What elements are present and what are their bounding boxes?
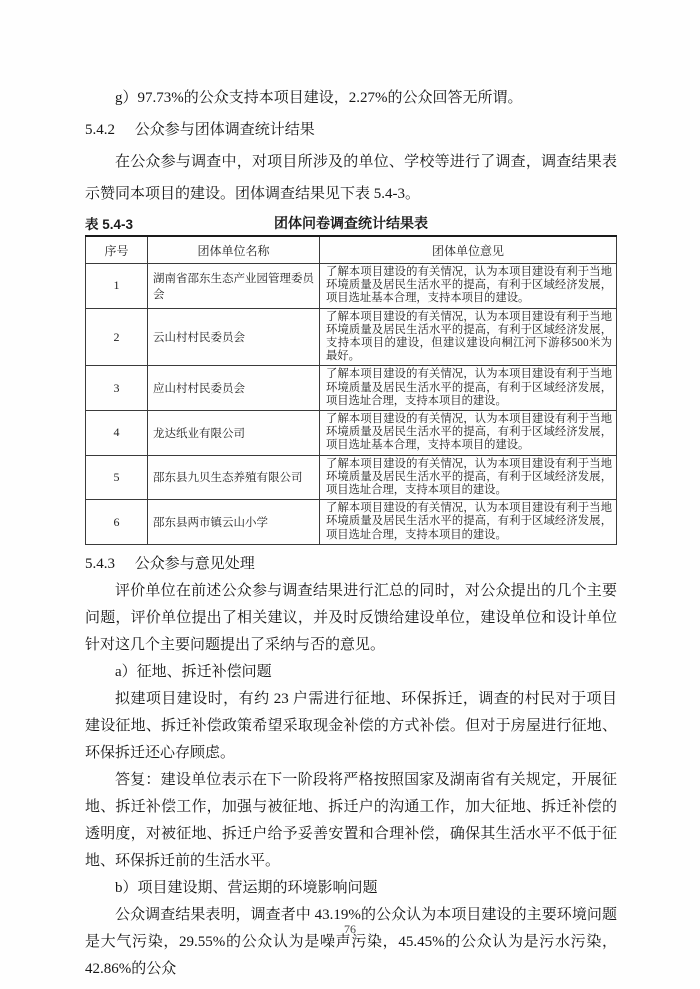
table-row <box>86 500 617 545</box>
row-name: 龙达纸业有限公司 <box>148 411 320 456</box>
heading-text: 公众参与团体调查统计结果 <box>134 122 315 138</box>
row-name: 邵东县两市镇云山小学 <box>148 500 320 545</box>
table-row <box>86 264 617 309</box>
table-row <box>86 366 617 411</box>
row-no: 3 <box>86 366 148 411</box>
row-opinion: 了解本项目建设的有关情况，认为本项目建设有利于当地环境质量及居民生活水平的提高，有利于区域经济发展，项目选址合理，支持本项目的建设。 <box>320 500 617 545</box>
paragraph-land-compensation: 拟建项目建设时，有约 23 户需进行征地、环保拆迁，调查的村民对于项目建设征地、拆迁补偿政策希望采取现金补偿的方式补偿。但对于房屋进行征地、环保拆迁还心存顾虑。 <box>85 690 617 761</box>
row-no: 5 <box>86 455 148 500</box>
paragraph-environment-impact: 公众调查结果表明，调查者中 43.19%的公众认为本项目建设的主要环境问题是大气污染，29.55%的公众认为是噪声污染，45.45%的公众认为是污水污染，42.86%的公众 <box>85 906 617 977</box>
table-label: 表 5.4-3 <box>85 217 134 232</box>
table-row <box>86 455 617 500</box>
column-header-name: 团体单位名称 <box>148 236 320 264</box>
row-opinion: 了解本项目建设的有关情况，认为本项目建设有利于当地环境质量及居民生活水平的提高，有利于区域经济发展，项目选址合理，支持本项目的建设。 <box>320 455 617 500</box>
heading-number: 5.4.3 <box>85 555 115 572</box>
heading-text: 公众参与意见处理 <box>134 555 255 572</box>
row-no: 2 <box>86 308 148 366</box>
row-no: 4 <box>86 411 148 456</box>
table-caption <box>85 213 617 234</box>
row-name: 云山村村民委员会 <box>148 308 320 366</box>
row-no: 6 <box>86 500 148 545</box>
paragraph-survey-intro: 在公众参与调查中，对项目所涉及的单位、学校等进行了调查，调查结果表示赞同本项目的建设。团体调查结果见下表 5.4-3。 <box>85 154 617 202</box>
table-header-row <box>86 236 617 264</box>
group-survey-table <box>85 235 617 545</box>
row-name: 湖南省邵东生态产业园管理委员会 <box>148 264 320 309</box>
list-item-b: b）项目建设期、营运期的环境影响问题 <box>115 879 378 896</box>
list-item-a: a）征地、拆迁补偿问题 <box>115 663 272 680</box>
column-header-no: 序号 <box>86 236 148 264</box>
page-content <box>85 82 617 983</box>
paragraph-reply: 答复：建设单位表示在下一阶段将严格按照国家及湖南省有关规定，开展征地、拆迁补偿工作，加强与被征地、拆迁户的沟通工作，加大征地、拆迁补偿的透明度，对被征地、拆迁户给予妥善安置和合理补偿，确保其生活水平不低于征地、环保拆迁前的生活水平。 <box>85 771 617 869</box>
page-number: 76 <box>344 922 356 936</box>
heading-5-4-3 <box>85 551 617 578</box>
row-no: 1 <box>86 264 148 309</box>
paragraph-opinion-handling: 评价单位在前述公众参与调查结果进行汇总的同时，对公众提出的几个主要问题，评价单位提出了相关建议，并及时反馈给建设单位，建设单位和设计单位针对这几个主要问题提出了采纳与否的意见。 <box>85 582 617 653</box>
table-title: 团体问卷调查统计结果表 <box>274 215 428 231</box>
table-row <box>86 411 617 456</box>
row-opinion: 了解本项目建设的有关情况，认为本项目建设有利于当地环境质量及居民生活水平的提高，有利于区域经济发展，项目选址合理，支持本项目的建设。 <box>320 366 617 411</box>
paragraph-support-result: g）97.73%的公众支持本项目建设，2.27%的公众回答无所谓。 <box>115 90 523 106</box>
row-opinion: 了解本项目建设的有关情况，认为本项目建设有利于当地环境质量及居民生活水平的提高，有利于区域经济发展，项目选址基本合理，支持本项目的建设。 <box>320 411 617 456</box>
heading-5-4-2 <box>85 114 617 146</box>
row-opinion: 了解本项目建设的有关情况，认为本项目建设有利于当地环境质量及居民生活水平的提高，有利于区域经济发展，项目选址基本合理，支持本项目的建设。 <box>320 264 617 309</box>
row-name: 邵东县九贝生态养殖有限公司 <box>148 455 320 500</box>
table-row <box>86 308 617 366</box>
row-opinion: 了解本项目建设的有关情况，认为本项目建设有利于当地环境质量及居民生活水平的提高，有利于区域经济发展，支持本项目的建设，但建议建设向桐江河下游移500米为最好。 <box>320 308 617 366</box>
column-header-opinion: 团体单位意见 <box>320 236 617 264</box>
row-name: 应山村村民委员会 <box>148 366 320 411</box>
heading-number: 5.4.2 <box>85 122 115 138</box>
